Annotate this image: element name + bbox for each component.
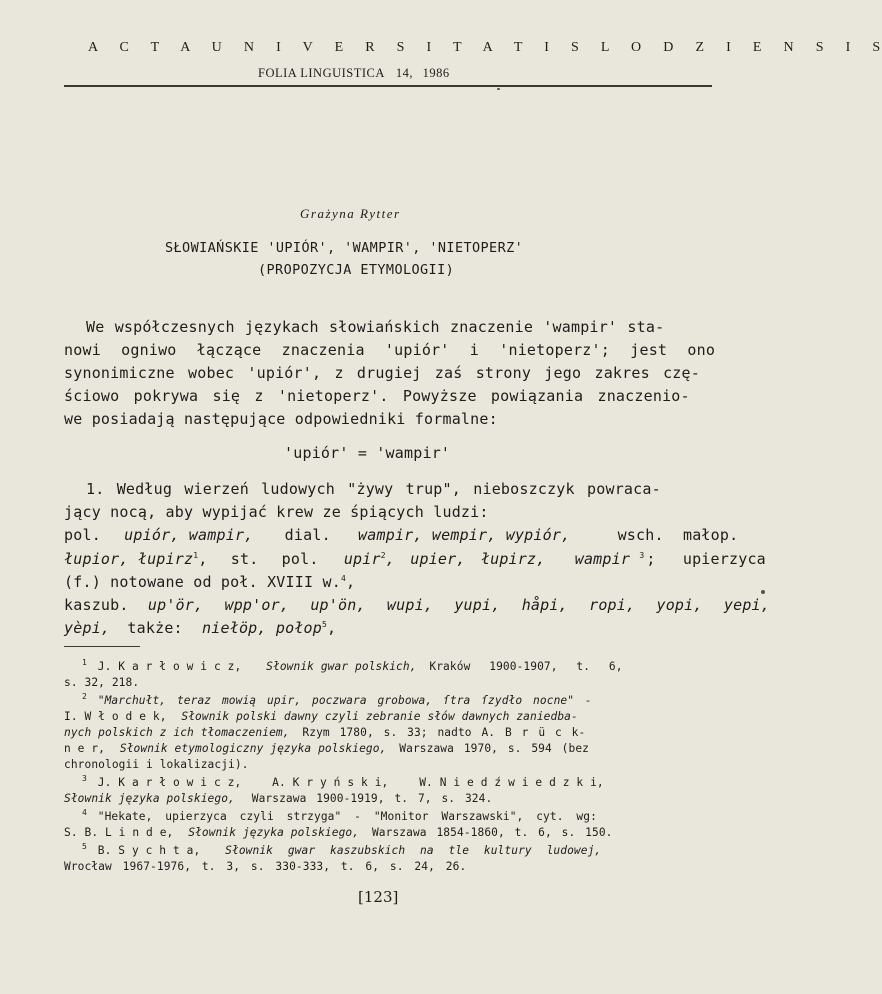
comma: ,: [345, 573, 356, 591]
label-st-pol: , st. pol.: [198, 550, 319, 568]
page-number: [123]: [358, 888, 399, 906]
footnote-number: 4: [82, 808, 87, 818]
fn-work: Słownik gwar kaszubskich na tle kultury ludowej,: [225, 844, 602, 857]
fn-author: n e r,: [64, 742, 106, 755]
fn-work: Słownik etymologiczny języka polskiego,: [119, 742, 387, 755]
fn-work: Słownik języka polskiego,: [188, 826, 360, 839]
forms-upier: , upier, łupirz,: [385, 550, 546, 568]
intro-line: synonimiczne wobec 'upiór', z drugiej zaś strony jego zakres czę-: [64, 364, 700, 382]
footnote-number: 1: [82, 658, 87, 668]
comma: ,: [327, 619, 337, 637]
footnote-2-line5: chronologii i lokalizacji).: [64, 758, 249, 771]
point-line: 1. Według wierzeń ludowych "żywy trup", nieboszczyk powraca-: [86, 480, 661, 498]
form-line-1: [64, 526, 739, 544]
fn-work: Słownik gwar polskich,: [266, 660, 417, 673]
footnote-number: 5: [82, 842, 87, 852]
fn-author: J. K a r ł o w i c z,: [97, 776, 242, 789]
header-rule: [64, 85, 712, 87]
label-wsch: wsch. małop.: [617, 526, 739, 544]
forms-nielop: niełöp, połop: [202, 619, 323, 637]
form-line-3: [64, 573, 355, 591]
section-heading: 'upiór' = 'wampir': [284, 444, 451, 462]
footnote-2: [64, 694, 592, 707]
form-line-5: [64, 619, 336, 637]
fn-quote: "Marchułt, teraz mowią upir, poczwara grobowa, ſtra ſzydło nocne" -: [97, 694, 592, 707]
fn-place: Warszawa 1900-1919, t. 7, s. 324.: [251, 792, 493, 805]
intro-line: ściowo pokrywa się z 'nietoperz'. Powyższe powiązania znaczenio-: [64, 387, 690, 405]
footnote-number: 3: [82, 774, 87, 784]
footnote-1: [64, 660, 714, 673]
forms-wampir: wampir: [574, 550, 631, 568]
fn-author: I. W ł o d e k,: [64, 710, 167, 723]
footnote-ref[interactable]: 3: [639, 551, 645, 560]
series-info: [258, 66, 450, 81]
footnote-5: [64, 844, 601, 857]
author-name: Grażyna Rytter: [300, 206, 401, 221]
fn-place: Warszawa 1854-1860, t. 6, s. 150.: [371, 826, 613, 839]
fn-work: Słownik języka polskiego,: [64, 792, 235, 805]
fn-place: Rzym 1780, s. 33; nadto A. B r ü c k-: [302, 726, 586, 739]
footnote-2-line4: [64, 742, 589, 755]
forms-upir: upir: [343, 550, 381, 568]
point-line: jący nocą, aby wypijać krew ze śpiących ludzi:: [64, 503, 489, 521]
semicolon: ; upierzyca: [646, 550, 766, 568]
footnote-number: 2: [82, 692, 87, 702]
fn-author: W. N i e d ź w i e d z k i,: [419, 776, 604, 789]
fn-author: S. B. L i n d e,: [64, 826, 174, 839]
label-dial: dial.: [284, 526, 331, 544]
forms-dial: wampir, wempir, wypiór,: [358, 526, 571, 544]
year: 1986: [422, 66, 450, 80]
fn-author: A. K r y ń s k i,: [272, 776, 389, 789]
footnote-5-line2: Wrocław 1967-1976, t. 3, s. 330-333, t. 6, s. 24, 26.: [64, 860, 467, 873]
series-name: FOLIA LINGUISTICA: [258, 66, 385, 80]
label-kaszub: kaszub.: [64, 596, 129, 614]
footnote-ref[interactable]: 5: [322, 620, 328, 629]
article-subtitle: (PROPOZYCJA ETYMOLOGII): [258, 262, 455, 278]
footnote-2-line2: [64, 710, 578, 723]
footnote-2-line3: [64, 726, 585, 739]
label-takze: także:: [127, 619, 183, 637]
fn-author: B. S y c h t a,: [97, 844, 201, 857]
label-pol: pol.: [64, 526, 101, 544]
form-line-4: [64, 596, 770, 614]
forms-kaszub: up'ör, wpp'or, up'ön, wupi, yupi, håpi, ropi, yopi, yepi,: [147, 596, 771, 614]
footnote-ref[interactable]: 1: [193, 551, 199, 560]
intro-line: nowi ogniwo łączące znaczenia 'upiór' i 'nietoperz'; jest ono: [64, 341, 716, 359]
issue-number: 14,: [395, 66, 413, 80]
form-line-2: [64, 550, 766, 568]
form-note: (f.) notowane od poł. XVIII w.: [64, 573, 341, 591]
fn-author: J. K a r ł o w i c z,: [97, 660, 242, 673]
footnote-separator: [64, 646, 140, 647]
footnote-4: [64, 810, 597, 823]
forms-pol: upiór, wampir,: [124, 526, 254, 544]
fn-place: Kraków 1900-1907, t. 6,: [429, 660, 623, 673]
scan-speck: [761, 590, 765, 594]
forms-lupior: łupior, łupirz: [64, 550, 194, 568]
intro-line: We współczesnych językach słowiańskich znaczenie 'wampir' sta-: [86, 318, 665, 336]
fn-quote: "Hekate, upierzyca czyli strzyga" - "Monitor Warszawski", cyt. wg:: [97, 810, 597, 823]
footnote-3: [64, 776, 604, 789]
article-title: SŁOWIAŃSKIE 'UPIÓR', 'WAMPIR', 'NIETOPERZ': [165, 240, 524, 256]
journal-name: A C T A U N I V E R S I T A T I S L O D Z I E N S I S: [88, 40, 882, 55]
footnote-1-cont: s. 32, 218.: [64, 676, 140, 689]
fn-work: Słownik polski dawny czyli zebranie słów dawnych zaniedba-: [181, 710, 578, 723]
footnote-ref[interactable]: 4: [340, 574, 346, 583]
scan-speck: [497, 88, 500, 90]
footnote-3-line2: [64, 792, 492, 805]
intro-line: we posiadają następujące odpowiedniki formalne:: [64, 410, 498, 428]
fn-work: nych polskich z ich tłomaczeniem,: [64, 726, 290, 739]
forms-yepi: yèpi,: [64, 619, 111, 637]
footnote-4-line2: [64, 826, 613, 839]
fn-place: Warszawa 1970, s. 594 (bez: [399, 742, 590, 755]
footnote-ref[interactable]: 2: [380, 551, 386, 560]
